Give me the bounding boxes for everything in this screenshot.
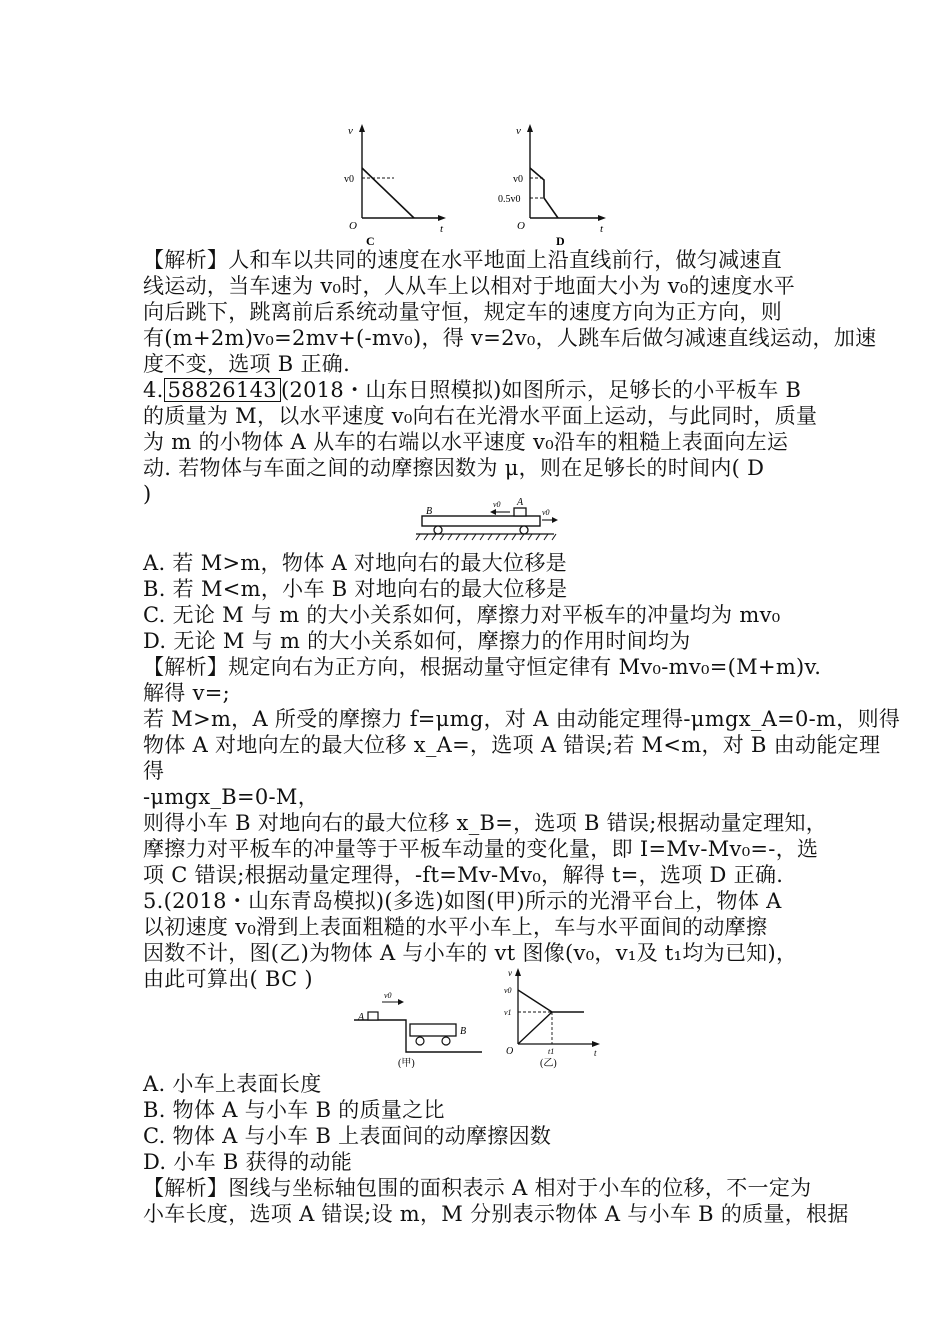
q4-option-b: B. 若 M<m，小车 B 对地向右的最大位移是	[143, 577, 568, 601]
q4-analysis-line: 项 C 错误;根据动量定理得，-ft=Mv-Mv₀，解得 t=，选项 D 正确.	[143, 863, 784, 887]
q3-analysis-line: 向后跳下，跳离前后系统动量守恒，规定车的速度方向为正方向，则	[143, 300, 782, 324]
graph-c-origin: O	[349, 220, 357, 232]
graph-d-t-label: t	[600, 223, 604, 235]
q4-label-b: B	[426, 506, 433, 517]
graph-d-origin: O	[517, 220, 525, 232]
q4-stem-line: )	[143, 482, 152, 506]
graph-c-v0: v0	[344, 174, 354, 185]
q4-cart-figure	[410, 498, 560, 546]
q3-analysis-line: 有(m+2m)v₀=2mv+(-mv₀)，得 v=2v₀，人跳车后做匀减速直线运动，加速	[143, 326, 877, 350]
q4-analysis-line: 得	[143, 759, 165, 783]
q3-analysis-line: 【解析】人和车以共同的速度在水平地面上沿直线前行，做匀减速直	[143, 248, 782, 272]
q4-analysis-line: 解得 v=;	[143, 681, 231, 705]
q5-yi-t-label: t	[594, 1048, 597, 1058]
q5-option-b: B. 物体 A 与小车 B 的质量之比	[143, 1098, 445, 1122]
graph-d-v0: v0	[513, 174, 523, 185]
q4-label-v0-a: v0	[493, 500, 501, 509]
q5-analysis-line: 小车长度，选项 A 错误;设 m，M 分别表示物体 A 与小车 B 的质量，根据	[143, 1202, 849, 1226]
q4-analysis-line: 物体 A 对地向左的最大位移 x_A=，选项 A 错误;若 M<m，对 B 由动能定理	[143, 733, 881, 757]
q4-stem-line1	[143, 376, 801, 404]
q4-number: 4.	[143, 378, 164, 402]
q5-jia-caption: (甲)	[398, 1058, 415, 1068]
q5-stem-line: 以初速度 v₀滑到上表面粗糙的水平小车上，车与水平面间的动摩擦	[143, 915, 768, 939]
q4-option-d: D. 无论 M 与 m 的大小关系如何，摩擦力的作用时间均为	[143, 629, 691, 653]
q5-analysis-line: 【解析】图线与坐标轴包围的面积表示 A 相对于小车的位移，不一定为	[143, 1176, 812, 1200]
q4-source: (2018・山东日照模拟)如图所示，足够长的小平板车 B	[280, 378, 802, 402]
q5-option-a: A. 小车上表面长度	[143, 1072, 322, 1096]
graph-d-caption: D	[556, 234, 565, 245]
q3-analysis-line: 度不变，选项 B 正确.	[143, 352, 351, 376]
q5-yi-caption: (乙)	[540, 1058, 557, 1069]
q4-stem-line: 的质量为 M，以水平速度 v₀向右在光滑水平面上运动，与此同时，质量	[143, 404, 818, 428]
q4-id-box: 58826143	[164, 378, 281, 402]
q5-yi-t1: t1	[548, 1047, 555, 1056]
q5-stem-line: 由此可算出( BC )	[143, 967, 313, 991]
q5-yi-v0: v0	[504, 986, 512, 995]
q4-analysis-line: 则得小车 B 对地向右的最大位移 x_B=，选项 B 错误;根据动量定理知，	[143, 811, 828, 835]
q4-analysis-line: -μmgx_B=0-M，	[143, 785, 320, 809]
q5-yi-figure	[500, 966, 610, 1070]
q4-analysis-line: 摩擦力对平板车的冲量等于平板车动量的变化量，即 I=Mv-Mv₀=-，选	[143, 837, 819, 861]
q4-analysis-line: 若 M>m，A 所受的摩擦力 f=μmg，对 A 由动能定理得-μmgx_A=0-m，则得	[143, 707, 901, 731]
graph-d-half: 0.5v0	[498, 194, 521, 205]
q4-option-c: C. 无论 M 与 m 的大小关系如何，摩擦力对平板车的冲量均为 mv₀	[143, 603, 781, 627]
q5-yi-v1: v1	[504, 1008, 512, 1017]
graph-d-v-label: v	[516, 125, 521, 137]
q5-jia-figure	[350, 990, 490, 1068]
q3-analysis-line: 线运动，当车速为 v₀时，人从车上以相对于地面大小为 v₀的速度水平	[143, 274, 796, 298]
graph-c-v-label: v	[348, 125, 353, 137]
q5-stem-line: 5.(2018・山东青岛模拟)(多选)如图(甲)所示的光滑平台上，物体 A	[143, 889, 782, 913]
graph-d	[496, 120, 616, 245]
graph-c-t-label: t	[440, 223, 444, 235]
q5-stem-line: 因数不计，图(乙)为物体 A 与小车的 vt 图像(v₀，v₁及 t₁均为已知)，	[143, 941, 798, 965]
graph-c	[336, 120, 456, 245]
q5-yi-v-label: v	[508, 968, 512, 978]
q5-option-c: C. 物体 A 与小车 B 上表面间的动摩擦因数	[143, 1124, 552, 1148]
q5-yi-origin: O	[506, 1046, 514, 1057]
q5-option-d: D. 小车 B 获得的动能	[143, 1150, 353, 1174]
q5-jia-label-v0: v0	[384, 991, 392, 1000]
graph-c-caption: C	[366, 234, 375, 245]
q4-stem-line: 动. 若物体与车面之间的动摩擦因数为 μ，则在足够长的时间内( D	[143, 456, 765, 480]
q4-analysis-line: 【解析】规定向右为正方向，根据动量守恒定律有 Mv₀-mv₀=(M+m)v.	[143, 655, 822, 679]
q4-label-v0-b: v0	[542, 508, 550, 517]
q5-jia-label-b: B	[460, 1026, 467, 1037]
q4-label-a: A	[517, 498, 524, 508]
q4-stem-line: 为 m 的小物体 A 从车的右端以水平速度 v₀沿车的粗糙上表面向左运	[143, 430, 789, 454]
q5-jia-label-a: A	[358, 1012, 365, 1023]
q4-option-a: A. 若 M>m，物体 A 对地向右的最大位移是	[143, 551, 567, 575]
